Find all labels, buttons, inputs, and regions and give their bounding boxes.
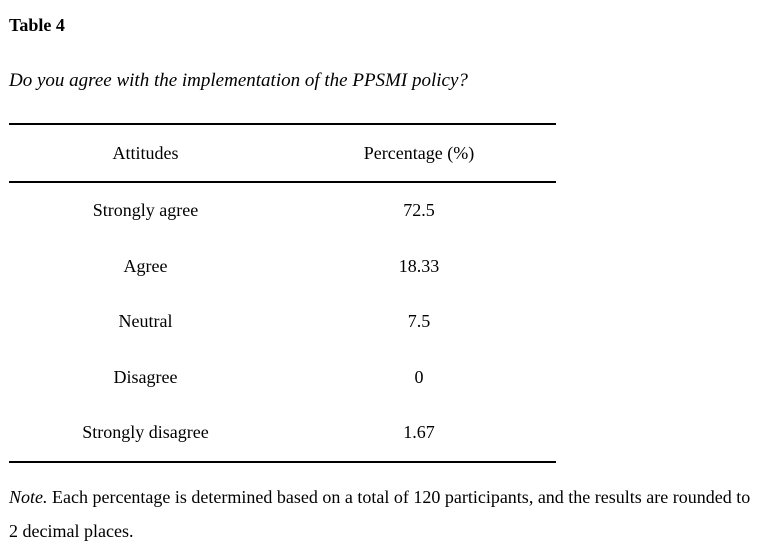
percentage-cell: 72.5: [403, 200, 435, 221]
attitude-cell: Agree: [123, 255, 168, 276]
attitude-cell: Disagree: [113, 366, 178, 387]
table-body: [9, 182, 556, 462]
note-label: Note.: [9, 487, 48, 507]
table-row: [9, 294, 556, 350]
percentage-cell: 18.33: [398, 255, 440, 276]
table-label: Table 4: [9, 15, 65, 35]
table-row: [9, 405, 556, 462]
column-header-attitudes: Attitudes: [112, 142, 179, 163]
header-row: [9, 124, 556, 182]
table-title: Do you agree with the implementation of the PPSMI policy?: [9, 70, 468, 91]
column-header-percentage: Percentage (%): [363, 142, 475, 163]
table-row: [9, 350, 556, 406]
note-text: Each percentage is determined based on a total of 120 participants, and the results are rounded to 2 decimal places.: [9, 487, 751, 541]
table-row: [9, 239, 556, 295]
attitude-cell: Strongly agree: [92, 200, 199, 221]
attitude-cell: Neutral: [118, 311, 173, 332]
attitudes-table: [9, 123, 556, 463]
table-note: [9, 480, 761, 548]
percentage-cell: 7.5: [407, 311, 431, 332]
table-header: [9, 124, 556, 182]
percentage-cell: 0: [414, 366, 424, 387]
table-row: [9, 182, 556, 239]
attitude-cell: Strongly disagree: [82, 422, 209, 443]
percentage-cell: 1.67: [403, 422, 435, 443]
